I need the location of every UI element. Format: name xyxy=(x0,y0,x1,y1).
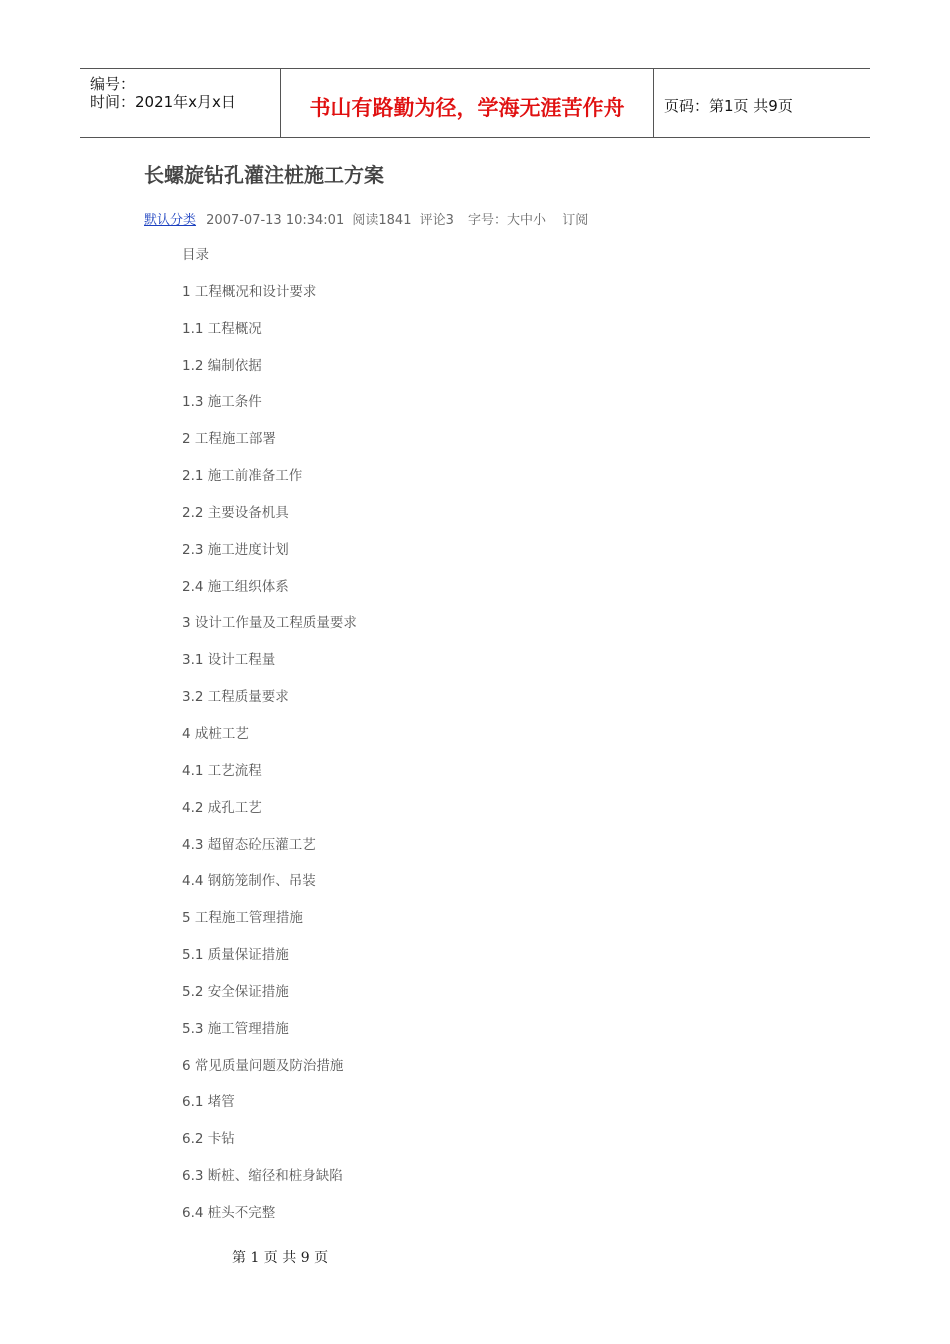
toc-heading: 目录 xyxy=(182,247,209,263)
post-datetime: 2007-07-13 10:34:01 xyxy=(206,213,345,228)
document-title: 长螺旋钻孔灌注桩施工方案 xyxy=(144,163,384,187)
toc-item: 1.2 编制依据 xyxy=(182,357,262,374)
header-page-cell xyxy=(654,69,870,137)
toc-item: 2 工程施工部署 xyxy=(182,431,276,448)
page-footer: 第 1 页 共 9 页 xyxy=(232,1250,329,1266)
motto-text: 书山有路勤为径，学海无涯苦作舟 xyxy=(309,96,625,120)
post-meta xyxy=(144,209,592,228)
toc-item: 4 成桩工艺 xyxy=(182,725,249,742)
serial-number-label: 编号： xyxy=(90,75,136,93)
toc-item: 3.1 设计工程量 xyxy=(182,652,276,669)
toc-item: 2.3 施工进度计划 xyxy=(182,541,289,558)
toc-item: 4.4 钢筋笼制作、吊装 xyxy=(182,873,316,890)
toc-item: 1.3 施工条件 xyxy=(182,394,262,411)
toc-item: 5.1 质量保证措施 xyxy=(182,947,289,964)
page-header-table xyxy=(80,68,870,138)
toc-item: 5.2 安全保证措施 xyxy=(182,983,289,1000)
toc-item: 5 工程施工管理措施 xyxy=(182,910,303,927)
toc-item: 5.3 施工管理措施 xyxy=(182,1020,289,1037)
toc-item: 2.2 主要设备机具 xyxy=(182,504,289,521)
toc-item: 4.3 超留态砼压灌工艺 xyxy=(182,836,316,853)
toc-item: 4.1 工艺流程 xyxy=(182,762,262,779)
toc-item: 3.2 工程质量要求 xyxy=(182,689,289,706)
toc-item: 4.2 成孔工艺 xyxy=(182,799,262,816)
toc-item: 6.3 断桩、缩径和桩身缺陷 xyxy=(182,1168,343,1185)
toc-item: 6.4 桩头不完整 xyxy=(182,1204,276,1221)
toc-item: 6 常见质量问题及防治措施 xyxy=(182,1057,344,1074)
date-label: 时间：2021年x月x日 xyxy=(90,93,236,111)
toc-item: 3 设计工作量及工程质量要求 xyxy=(182,615,357,632)
toc-item: 1.1 工程概况 xyxy=(182,320,262,337)
table-of-contents xyxy=(182,246,357,1241)
header-motto-cell xyxy=(281,69,654,137)
toc-item: 1 工程概况和设计要求 xyxy=(182,283,317,300)
font-size-options[interactable]: 字号：大中小 xyxy=(468,213,547,228)
subscribe-link[interactable]: 订阅 xyxy=(562,213,589,228)
read-count: 阅读1841 xyxy=(352,213,412,228)
category-link[interactable]: 默认分类 xyxy=(144,213,197,228)
header-info-cell xyxy=(80,69,281,137)
toc-item: 6.2 卡钻 xyxy=(182,1131,235,1148)
toc-item: 2.4 施工组织体系 xyxy=(182,578,289,595)
comment-count[interactable]: 评论3 xyxy=(419,213,454,228)
page-number-label: 页码：第1页 共9页 xyxy=(664,97,793,115)
toc-item: 6.1 堵管 xyxy=(182,1094,235,1111)
toc-item: 2.1 施工前准备工作 xyxy=(182,468,303,485)
